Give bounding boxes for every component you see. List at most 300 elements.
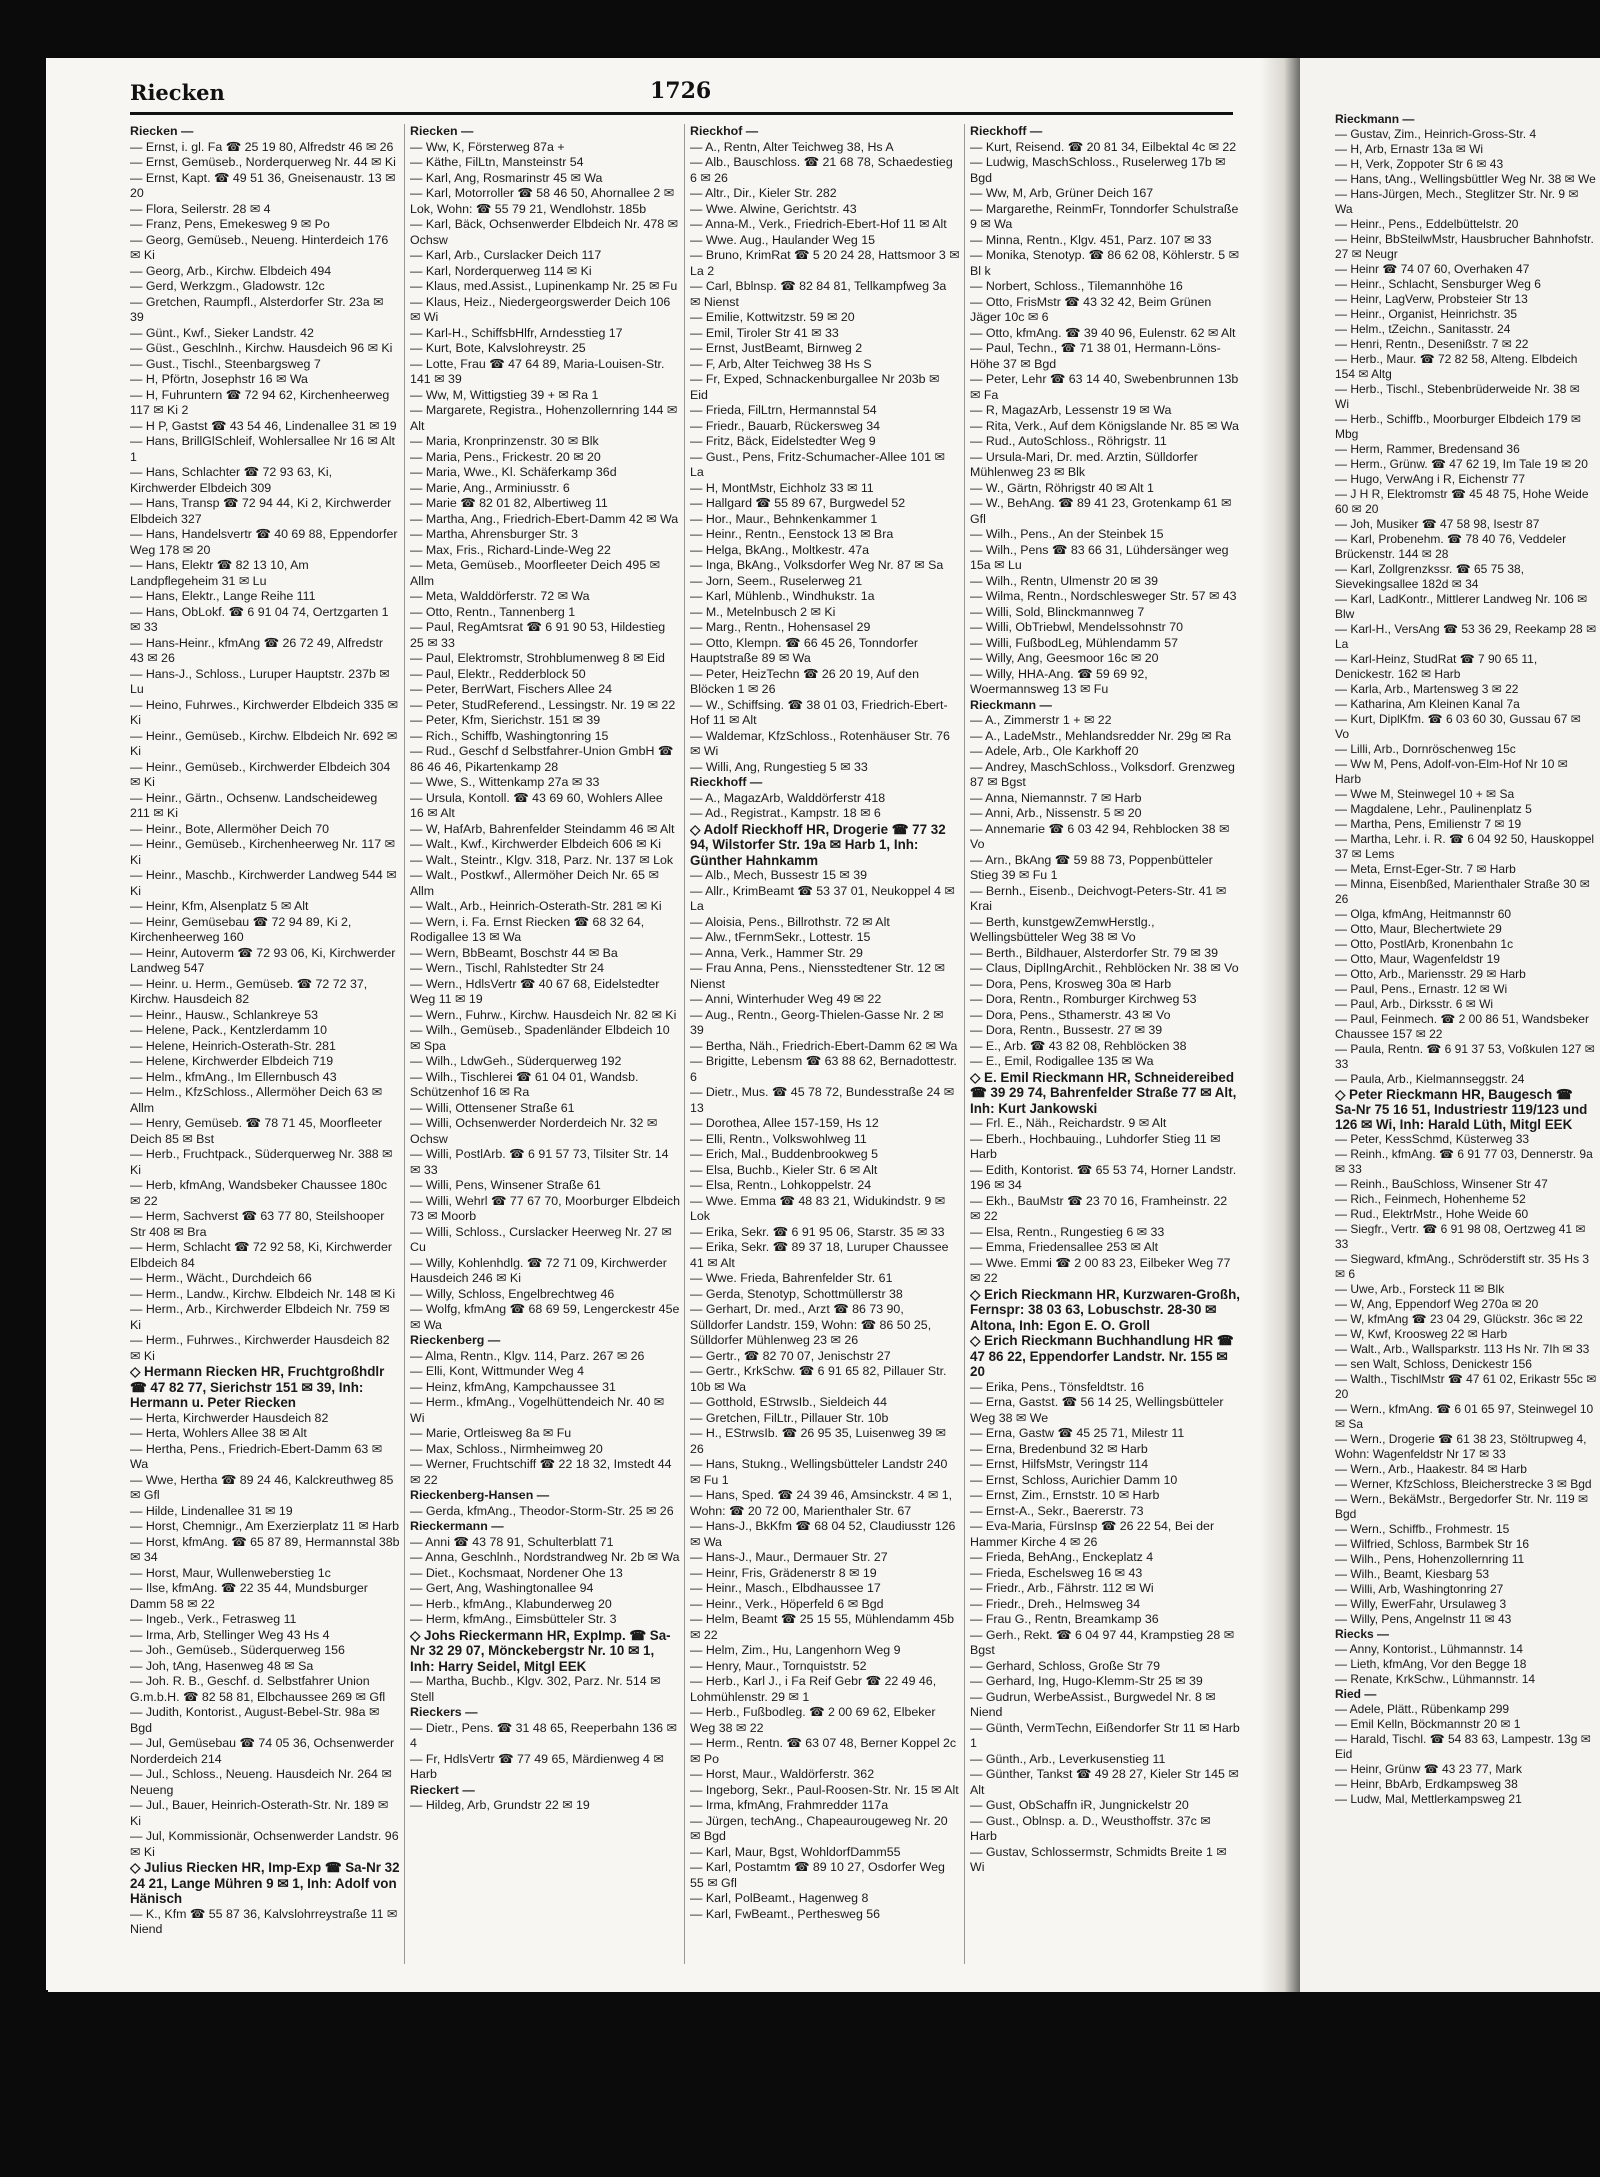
directory-entry: — Elli, Rentn., Volkswohlweg 11 xyxy=(690,1131,867,1146)
directory-entry: — Joh., Gemüseb., Süderquerweg 156 xyxy=(130,1643,345,1657)
directory-entry: — H, Pförtn, Josephstr 16 ✉ Wa xyxy=(130,372,308,386)
directory-entry: — Willi, Ang, Rungestieg 5 ✉ 33 xyxy=(690,759,868,774)
directory-entry: — H, Arb, Ernastr 13a ✉ Wi xyxy=(1335,142,1484,156)
directory-entry: — Wilma, Rentn., Nordschlesweger Str. 57 ✉ 43 xyxy=(970,589,1237,603)
directory-entry: — Martha, Buchb., Klgv. 302, Parz. Nr. 514 ✉ Stell xyxy=(410,1674,661,1704)
directory-entry: — Kurt, DiplKfm. ☎ 6 03 60 30, Gussau 67 ✉ Vo xyxy=(1335,712,1581,741)
directory-entry: — Karl, Norderquerweg 114 ✉ Ki xyxy=(410,263,592,278)
directory-entry: — Willy, Pens, Angelnstr 11 ✉ 43 xyxy=(1335,1612,1512,1626)
directory-entry: — Ernst, Gemüseb., Norderquerweg Nr. 44 ✉ Ki xyxy=(130,155,396,169)
directory-entry: — Alma, Rentn., Klgv. 114, Parz. 267 ✉ 26 xyxy=(410,1348,645,1363)
directory-entry: — Ludw, Mal, Mettlerkampsweg 21 xyxy=(1335,1792,1522,1806)
directory-entry: — Erna, Gastw ☎ 45 25 71, Milestr 11 xyxy=(970,1426,1185,1440)
column-divider xyxy=(964,124,965,1964)
scan-border-left xyxy=(0,0,46,2177)
directory-entry: — Ingeborg, Sekr., Paul-Roosen-Str. Nr. 15 ✉ Alt xyxy=(690,1782,959,1797)
directory-entry: Rieckermann — xyxy=(410,1519,504,1533)
directory-entry: — Wilh., Beamt, Kiesbarg 53 xyxy=(1335,1567,1490,1581)
directory-entry: — Dietr., Mus. ☎ 45 78 72, Bundesstraße 24 ✉ 13 xyxy=(690,1085,955,1115)
directory-entry: — Gustav, Schlossermstr, Schmidts Breite 1 ✉ Wi xyxy=(970,1844,1227,1874)
directory-entry: — H., EStrwsIb. ☎ 26 95 35, Luisenweg 39 ✉ 26 xyxy=(690,1426,946,1456)
directory-entry: — Herm., Landw., Kirchw. Elbdeich Nr. 148 ✉ Ki xyxy=(130,1286,396,1301)
directory-entry: — Ww, M, Wittigstieg 39 + ✉ Ra 1 xyxy=(410,387,599,402)
column-5-facing xyxy=(1335,112,1597,1952)
directory-entry: — W., Gärtn, Röhrigstr 40 ✉ Alt 1 xyxy=(970,480,1154,495)
directory-entry: — Reinh., BauSchloss, Winsener Str 47 xyxy=(1335,1177,1548,1191)
directory-entry: — Gerh., Rekt. ☎ 6 04 97 44, Krampstieg 28 ✉ Bgst xyxy=(970,1627,1235,1657)
directory-entry: — Emil, Tiroler Str 41 ✉ 33 xyxy=(690,325,839,340)
directory-entry: — Hans, ObLokf. ☎ 6 91 04 74, Oertzgarten 1 ✉ 33 xyxy=(130,604,389,634)
directory-entry: — Ilse, kfmAng. ☎ 22 35 44, Mundsburger Damm 58 ✉ 22 xyxy=(130,1581,368,1611)
directory-entry: — Heinr., Gemüseb., Kirchwerder Elbdeich 304 ✉ Ki xyxy=(130,759,391,789)
directory-entry: — Wilh., Rentn, Ulmenstr 20 ✉ 39 xyxy=(970,573,1159,588)
directory-entry: — Ingeb., Verk., Fetrasweg 11 xyxy=(130,1612,297,1626)
directory-entry: — Hans, Transp ☎ 72 94 44, Ki 2, Kirchwerder Elbdeich 327 xyxy=(130,496,392,526)
directory-entry: — Hertha, Pens., Friedrich-Ebert-Damm 63 ✉ Wa xyxy=(130,1441,383,1471)
directory-entry: — Siegfr., Vertr. ☎ 6 91 98 08, Oertzweg 41 ✉ 33 xyxy=(1335,1222,1586,1251)
directory-entry: — Marie ☎ 82 01 82, Albertiweg 11 xyxy=(410,496,608,510)
directory-entry: — Inga, BkAng., Volksdorfer Weg Nr. 87 ✉ Sa xyxy=(690,558,944,572)
directory-entry: — Ernst, i. gl. Fa ☎ 25 19 80, Alfredstr 46 ✉ 26 xyxy=(130,139,394,154)
directory-entry: — Herb., Tischl., Stebenbrüderweide Nr. 38 ✉ Wi xyxy=(1335,382,1580,411)
directory-entry: — Güst., Geschlnh., Kirchw. Hausdeich 96 ✉ Ki xyxy=(130,341,393,355)
directory-entry: — Heinr., Verk., Höperfeld 6 ✉ Bgd xyxy=(690,1596,884,1611)
directory-entry: — Olga, kfmAng, Heitmannstr 60 xyxy=(1335,907,1512,921)
page-number: 1726 xyxy=(650,78,712,104)
directory-entry: — J H R, Elektromstr ☎ 45 48 75, Hohe Weide 60 ✉ 20 xyxy=(1335,487,1589,516)
directory-entry: — Wern, BbBeamt, Boschstr 44 ✉ Ba xyxy=(410,945,618,960)
directory-entry: — Peter, BerrWart, Fischers Allee 24 xyxy=(410,682,612,696)
directory-entry: — Gretchen, Raumpfl., Alsterdorfer Str. 23a ✉ 39 xyxy=(130,294,384,324)
directory-entry: — Ernst, HilfsMstr, Veringstr 114 xyxy=(970,1457,1149,1471)
directory-entry: — Eva-Maria, FürsInsp ☎ 26 22 54, Bei der Hammer Kirche 4 ✉ 26 xyxy=(970,1519,1215,1549)
directory-entry: — Herb, kfmAng, Wandsbeker Chaussee 180c ✉ 22 xyxy=(130,1178,388,1208)
directory-entry: — Ursula-Mari, Dr. med. Arztin, Sülldorfer Mühlenweg 23 ✉ Blk xyxy=(970,449,1198,479)
directory-entry: — Heino, Fuhrwes., Kirchwerder Elbdeich 335 ✉ Ki xyxy=(130,697,398,727)
directory-entry: — Herb., Fußbodleg. ☎ 2 00 69 62, Elbeker Weg 38 ✉ 22 xyxy=(690,1705,936,1735)
directory-entry: — Karl, Zollgrenzkssr. ☎ 65 75 38, Sievekingsallee 182d ✉ 34 xyxy=(1335,562,1525,591)
directory-entry: — Hans-J., Schloss., Luruper Hauptstr. 237b ✉ Lu xyxy=(130,666,390,696)
directory-entry: — Willy, Kohlenhdlg. ☎ 72 71 09, Kirchwerder Hausdeich 246 ✉ Ki xyxy=(410,1255,667,1285)
directory-entry: — Heinr., Gemüseb., Kirchenheerweg Nr. 117 ✉ Ki xyxy=(130,837,395,867)
directory-entry: — Frieda, Eschelsweg 16 ✉ 43 xyxy=(970,1565,1143,1580)
directory-entry: — Wilh., LdwGeh., Süderquerweg 192 xyxy=(410,1054,622,1068)
directory-entry: — Herm, Schlacht ☎ 72 92 58, Ki, Kirchwerder Elbdeich 84 xyxy=(130,1240,392,1270)
directory-entry: — Gerhard, Ing, Hugo-Klemm-Str 25 ✉ 39 xyxy=(970,1674,1203,1688)
directory-entry: — Joh, Musiker ☎ 47 58 98, Isestr 87 xyxy=(1335,517,1540,531)
directory-entry: — Karl, Arb., Curslacker Deich 117 xyxy=(410,248,602,262)
directory-entry: — Heinr ☎ 74 07 60, Overhaken 47 xyxy=(1335,262,1530,276)
directory-entry: — Rud., ElektrMstr., Hohe Weide 60 xyxy=(1335,1207,1529,1221)
directory-entry: — Gust., Tischl., Steenbargsweg 7 xyxy=(130,356,321,371)
directory-entry: — A., Zimmerstr 1 + ✉ 22 xyxy=(970,713,1112,727)
directory-entry: — Wilh., Pens, Hohenzollernring 11 xyxy=(1335,1552,1525,1566)
directory-entry: — Hilde, Lindenallee 31 ✉ 19 xyxy=(130,1503,293,1518)
directory-entry: — Karl, Mühlenb., Windhukstr. 1a xyxy=(690,589,875,603)
directory-entry: — Dora, Pens., Sthamerstr. 43 ✉ Vo xyxy=(970,1007,1171,1022)
directory-entry: — Horst, kfmAng. ☎ 65 87 89, Hermannstal 38b ✉ 34 xyxy=(130,1534,400,1564)
directory-entry: — Wern., BekäMstr., Bergedorfer Str. Nr. 119 ✉ Bgd xyxy=(1335,1492,1589,1521)
directory-entry: — W, Ang, Eppendorf Weg 270a ✉ 20 xyxy=(1335,1297,1539,1311)
directory-entry: — Margarete, Registra., Hohenzollernring 144 ✉ Alt xyxy=(410,403,678,433)
directory-entry: — Lotte, Frau ☎ 47 64 89, Maria-Louisen-Str. 141 ✉ 39 xyxy=(410,356,665,386)
directory-entry: — Karl-H., SchiffsbHlfr, Arndesstieg 17 xyxy=(410,325,623,340)
directory-entry: — Edith, Kontorist. ☎ 65 53 74, Horner Landstr. 196 ✉ 34 xyxy=(970,1162,1237,1192)
directory-entry: — Günth, VermTechn, Eißendorfer Str 11 ✉ Harb 1 xyxy=(970,1720,1240,1750)
directory-entry: — Helene, Kirchwerder Elbdeich 719 xyxy=(130,1054,334,1068)
directory-entry: — Hildeg, Arb, Grundstr 22 ✉ 19 xyxy=(410,1798,590,1812)
directory-entry: — Jürgen, techAng., Chapeaurougeweg Nr. 20 ✉ Bgd xyxy=(690,1813,948,1843)
directory-entry: — Monika, Stenotyp. ☎ 86 62 08, Köhlerstr. 5 ✉ Bl k xyxy=(970,248,1239,278)
directory-entry: — Walt., Kwf., Kirchwerder Elbdeich 606 ✉ Ki xyxy=(410,837,661,851)
directory-entry: — Wern., Fuhrw., Kirchw. Hausdeich Nr. 82 ✉ Ki xyxy=(410,1007,677,1022)
directory-entry: — Heinr., Organist, Heinrichstr. 35 xyxy=(1335,307,1518,321)
directory-entry: — Wilfried, Schloss, Barmbek Str 16 xyxy=(1335,1537,1530,1551)
directory-entry: — Wwe, S., Wittenkamp 27a ✉ 33 xyxy=(410,775,600,789)
directory-entry: — Otto, Arb., Mariensstr. 29 ✉ Harb xyxy=(1335,967,1526,981)
directory-entry: — Alb., Mech, Bussestr 15 ✉ 39 xyxy=(690,868,868,882)
directory-entry: — Georg, Gemüseb., Neueng. Hinterdeich 176 ✉ Ki xyxy=(130,232,389,262)
directory-entry: — Karl, Maur, Bgst, WohldorfDamm55 xyxy=(690,1844,901,1859)
directory-entry: — Peter, Lehr ☎ 63 14 40, Swebenbrunnen 13b ✉ Fa xyxy=(970,372,1239,402)
directory-entry: — Ww, K, Försterweg 87a + xyxy=(410,139,565,154)
directory-entry: — Anna, Verk., Hammer Str. 29 xyxy=(690,945,863,960)
directory-entry: Rieckmann — xyxy=(1335,112,1415,126)
directory-entry: — Rita, Verk., Auf dem Königslande Nr. 85 ✉ Wa xyxy=(970,418,1239,433)
directory-entry: — Willi, Ottensener Straße 61 xyxy=(410,1100,575,1115)
directory-entry: — Henri, Rentn., Desenißstr. 7 ✉ 22 xyxy=(1335,337,1529,351)
directory-entry: — Heinr., Gemüseb., Kirchw. Elbdeich Nr. 692 ✉ Ki xyxy=(130,728,398,758)
directory-entry: — Helga, BkAng., Moltkestr. 47a xyxy=(690,542,870,557)
directory-entry: — Paul, Elektr., Redderblock 50 xyxy=(410,666,586,681)
directory-entry: — Otto, Rentn., Tannenberg 1 xyxy=(410,604,576,619)
directory-entry: — Willi, Sold, Blinckmannweg 7 xyxy=(970,604,1145,619)
directory-entry: — Dora, Pens, Krosweg 30a ✉ Harb xyxy=(970,976,1172,991)
directory-entry: — Uwe, Arb., Forsteck 11 ✉ Blk xyxy=(1335,1282,1505,1296)
scan-border-top xyxy=(0,0,1600,58)
directory-entry: — Peter, KessSchmd, Küsterweg 33 xyxy=(1335,1132,1530,1146)
directory-entry: — Paula, Arb., Kielmannseggstr. 24 xyxy=(1335,1072,1525,1086)
directory-entry: — A., Rentn, Alter Teichweg 38, Hs A xyxy=(690,139,894,154)
directory-entry: Rieckenberg — xyxy=(410,1333,501,1347)
directory-entry: — Kurt, Reisend. ☎ 20 81 34, Eilbektal 4c ✉ 22 xyxy=(970,139,1237,154)
directory-entry: — Emilie, Kottwitzstr. 59 ✉ 20 xyxy=(690,310,855,324)
directory-entry: — Gerd, Werkzgm., Gladowstr. 12c xyxy=(130,279,325,293)
directory-entry: — H, MontMstr, Eichholz 33 ✉ 11 xyxy=(690,480,874,495)
directory-entry: — W., BehAng. ☎ 89 41 23, Grotenkamp 61 ✉ Gfl xyxy=(970,496,1232,526)
directory-entry: — Frau G., Rentn, Breamkamp 36 xyxy=(970,1612,1159,1626)
directory-entry: — H, Verk, Zoppoter Str 6 ✉ 43 xyxy=(1335,157,1504,171)
directory-entry: — Hans, Handelsvertr ☎ 40 69 88, Eppendorfer Weg 178 ✉ 20 xyxy=(130,527,398,557)
directory-entry: — Maria, Pens., Frickestr. 20 ✉ 20 xyxy=(410,449,601,464)
directory-entry: — Max, Schloss., Nirmheimweg 20 xyxy=(410,1441,603,1456)
directory-entry: — Klaus, Heiz., Niedergeorgswerder Deich 106 ✉ Wi xyxy=(410,294,671,324)
directory-entry: — Frl. E., Näh., Reichardstr. 9 ✉ Alt xyxy=(970,1116,1167,1130)
directory-entry: — Wilh., Pens., An der Steinbek 15 xyxy=(970,527,1164,541)
directory-entry: — Elli, Kont, Wittmunder Weg 4 xyxy=(410,1364,584,1378)
directory-entry: — Minna, Eisenbßed, Marienthaler Straße 30 ✉ 26 xyxy=(1335,877,1590,906)
directory-entry: — Fr, Exped, Schnackenburgallee Nr 203b ✉ Eid xyxy=(690,372,940,402)
directory-entry: — Joh, tAng, Hasenweg 48 ✉ Sa xyxy=(130,1658,314,1673)
directory-entry: — Walt., Arb., Wallsparkstr. 113 Hs Nr. 7Ih ✉ 33 xyxy=(1335,1342,1590,1356)
directory-entry: — Marie, Ang., Arminiusstr. 6 xyxy=(410,480,570,495)
directory-entry: — Willi, Pens, Winsener Straße 61 xyxy=(410,1178,601,1192)
directory-entry: — Heinr, Kfm, Alsenplatz 5 ✉ Alt xyxy=(130,899,309,913)
directory-entry: — Ekh., BauMstr ☎ 23 70 16, Framheinstr. 22 ✉ 22 xyxy=(970,1193,1228,1223)
directory-entry: — Rud., AutoSchloss., Röhrigstr. 11 xyxy=(970,434,1167,448)
directory-entry: — Annemarie ☎ 6 03 42 94, Rehblocken 38 ✉ Vo xyxy=(970,821,1230,851)
directory-entry: — Eberh., Hochbauing., Luhdorfer Stieg 11 ✉ Harb xyxy=(970,1131,1221,1161)
directory-entry: ◇ Erich Rieckmann Buchhandlung HR ☎ 47 86 22, Eppendorfer Landstr. Nr. 155 ✉ 20 xyxy=(970,1333,1234,1379)
directory-entry: — Horst, Chemnigr., Am Exerzierplatz 11 ✉ Harb xyxy=(130,1519,400,1533)
directory-entry: — Ww M, Pens, Adolf-von-Elm-Hof Nr 10 ✉ Harb xyxy=(1335,757,1568,786)
directory-entry: — Flora, Seilerstr. 28 ✉ 4 xyxy=(130,201,271,216)
directory-entry: — Alw., tFernmSekr., Lottestr. 15 xyxy=(690,930,871,944)
directory-entry: — F, Arb, Alter Teichweg 38 Hs S xyxy=(690,356,872,371)
directory-entry: — Jul., Schloss., Neueng. Hausdeich Nr. 264 ✉ Neueng xyxy=(130,1767,392,1797)
directory-entry: — Kurt, Bote, Kalvslohreystr. 25 xyxy=(410,341,586,355)
directory-entry: — Wern., Tischl, Rahlstedter Str 24 xyxy=(410,961,604,975)
directory-entry: — Max, Fris., Richard-Linde-Weg 22 xyxy=(410,542,611,557)
directory-entry: — Elsa, Rentn., Lohkoppelstr. 24 xyxy=(690,1178,872,1192)
directory-entry: — Walt., Postkwf., Allermöher Deich Nr. 65 ✉ Allm xyxy=(410,868,659,898)
directory-entry: — Herta, Kirchwerder Hausdeich 82 xyxy=(130,1410,329,1425)
directory-entry: — Meta, Gemüseb., Moorfleeter Deich 495 ✉ Allm xyxy=(410,558,661,588)
directory-entry: — W, kfmAng ☎ 23 04 29, Glückstr. 36c ✉ 22 xyxy=(1335,1312,1583,1326)
directory-entry: — Ad., Registrat., Kampstr. 18 ✉ 6 xyxy=(690,806,881,820)
directory-entry: — Arn., BkAng ☎ 59 88 73, Poppenbütteler Stieg 39 ✉ Fu 1 xyxy=(970,852,1213,882)
directory-entry: — Fr, HdlsVertr ☎ 77 49 65, Märdienweg 4 ✉ Harb xyxy=(410,1751,664,1781)
directory-entry: — Emma, Friedensallee 253 ✉ Alt xyxy=(970,1240,1159,1254)
directory-entry: — Willi, Schloss., Curslacker Heerweg Nr. 27 ✉ Cu xyxy=(410,1224,672,1254)
directory-entry: — Jul, Gemüsebau ☎ 74 05 36, Ochsenwerder Norderdeich 214 xyxy=(130,1736,395,1766)
directory-entry: — Dora, Rentn., Bussestr. 27 ✉ 39 xyxy=(970,1023,1163,1037)
directory-entry: — Heinr., Rentn., Eenstock 13 ✉ Bra xyxy=(690,527,894,541)
directory-entry: — Herb., kfmAng., Klabunderweg 20 xyxy=(410,1596,612,1611)
directory-entry: — Fritz, Bäck, Eidelstedter Weg 9 xyxy=(690,434,876,448)
directory-entry: — Paul, Pens., Ernastr. 12 ✉ Wi xyxy=(1335,982,1508,996)
scan-border-bottom xyxy=(0,1990,1600,2177)
directory-entry: — Heinr, Fris, Grädenerstr 8 ✉ 19 xyxy=(690,1565,877,1580)
directory-entry: — Helene, Pack., Kentzlerdamm 10 xyxy=(130,1023,327,1037)
directory-entry: — Ursula, Kontoll. ☎ 43 69 60, Wohlers Allee 16 ✉ Alt xyxy=(410,790,663,820)
directory-entry: — Elsa, Rentn., Rungestieg 6 ✉ 33 xyxy=(970,1224,1165,1239)
directory-entry: — Heinr., Masch., Elbdhaussee 17 xyxy=(690,1581,881,1595)
directory-entry: — Herm., Arb., Kirchwerder Elbdeich Nr. 759 ✉ Ki xyxy=(130,1302,390,1332)
directory-entry: — Karl, Ang, Rosmarinstr 45 ✉ Wa xyxy=(410,170,603,185)
directory-entry: — Wwe M, Steinwegel 10 + ✉ Sa xyxy=(1335,787,1515,801)
directory-entry: — Maria, Kronprinzenstr. 30 ✉ Blk xyxy=(410,434,599,448)
directory-entry: — Anna, Geschlnh., Nordstrandweg Nr. 2b ✉ Wa xyxy=(410,1550,680,1564)
directory-entry: — Diet., Kochsmaat, Nordener Ohe 13 xyxy=(410,1565,623,1580)
directory-entry: — Otto, Maur, Blechertwiete 29 xyxy=(1335,922,1502,936)
directory-entry: — Herm, Rammer, Bredensand 36 xyxy=(1335,442,1520,456)
directory-entry: — Ww, M, Arb, Grüner Deich 167 xyxy=(970,186,1154,200)
directory-entry: — Marie, Ortleisweg 8a ✉ Fu xyxy=(410,1426,572,1440)
directory-entry: — Günt., Kwf., Sieker Landstr. 42 xyxy=(130,325,314,340)
directory-entry: — Judith, Kontorist., August-Bebel-Str. 98a ✉ Bgd xyxy=(130,1705,380,1735)
directory-entry: — Paul, Arb., Dirksstr. 6 ✉ Wi xyxy=(1335,997,1494,1011)
directory-entry: — Gertr., KrkSchw. ☎ 6 91 65 82, Pillauer Str. 10b ✉ Wa xyxy=(690,1364,947,1394)
directory-entry: — Gretchen, FilLtr., Pillauer Str. 10b xyxy=(690,1410,889,1425)
directory-entry: — Heinr. u. Herm., Gemüseb. ☎ 72 72 37, Kirchw. Hausdeich 82 xyxy=(130,976,368,1006)
directory-entry: — Horst, Maur, Wullenweberstieg 1c xyxy=(130,1565,331,1580)
directory-entry: — Heinr, Grünw ☎ 43 23 77, Mark xyxy=(1335,1762,1523,1776)
directory-entry: — Wern., HdlsVertr ☎ 40 67 68, Eidelstedter Weg 11 ✉ 19 xyxy=(410,976,660,1006)
directory-entry: ◇ Julius Riecken HR, Imp-Exp ☎ Sa-Nr 32 24 21, Lange Mühren 9 ✉ 1, Inh: Adolf von Hänisch xyxy=(130,1860,400,1906)
column-4 xyxy=(970,124,1240,1964)
directory-entry: — Anni, Winterhuder Weg 49 ✉ 22 xyxy=(690,992,882,1006)
directory-entry: — Lieth, kfmAng, Vor den Begge 18 xyxy=(1335,1657,1527,1671)
directory-entry: Rieckert — xyxy=(410,1782,475,1797)
directory-entry: — Reinh., kfmAng. ☎ 6 91 77 03, Dennerstr. 9a ✉ 33 xyxy=(1335,1147,1593,1176)
directory-entry: — Herm., Wächt., Durchdeich 66 xyxy=(130,1271,312,1285)
directory-entry: Ried — xyxy=(1335,1687,1377,1701)
directory-entry: — Joh. R. B., Geschf. d. Selbstfahrer Union G.m.b.H. ☎ 82 58 81, Elbchaussee 269 ✉ Gfl xyxy=(130,1674,386,1704)
directory-entry: — Friedr., Arb., Fährstr. 112 ✉ Wi xyxy=(970,1581,1154,1595)
directory-entry: — Herm., Rentn. ☎ 63 07 48, Berner Koppel 2c ✉ Po xyxy=(690,1736,957,1766)
directory-entry: — Hans, Sped. ☎ 24 39 46, Amsinckstr. 4 ✉ 1, Wohn: ☎ 20 72 00, Marienthaler Str. 67 xyxy=(690,1488,953,1518)
directory-entry: — Karl, Motorroller ☎ 58 46 50, Ahornallee 2 ✉ Lok, Wohn: ☎ 55 79 21, Wendlohstr. 185b xyxy=(410,186,675,216)
directory-entry: — Paul, Techn., ☎ 71 38 01, Hermann-Löns-Höhe 37 ✉ Bgd xyxy=(970,341,1221,371)
directory-entry: — Hans-J., BkKfm ☎ 68 04 52, Claudiusstr 126 ✉ Wa xyxy=(690,1519,956,1549)
directory-entry: — Wwe, Hertha ☎ 89 24 46, Kalckreuthweg 85 ✉ Gfl xyxy=(130,1472,394,1502)
directory-entry: Rieckhof — xyxy=(690,124,759,138)
directory-entry: — Walt., Arb., Heinrich-Osterath-Str. 281 ✉ Ki xyxy=(410,899,662,913)
directory-entry: — Günther, Tankst ☎ 49 28 27, Kieler Str 145 ✉ Alt xyxy=(970,1767,1239,1797)
directory-entry: Riecken — xyxy=(130,124,194,138)
directory-entry: — Hans-Jürgen, Mech., Steglitzer Str. Nr. 9 ✉ Wa xyxy=(1335,187,1579,216)
directory-entry: — Wwe. Emma ☎ 48 83 21, Widukindstr. 9 ✉ Lok xyxy=(690,1193,946,1223)
directory-entry: — Anni, Arb., Nissenstr. 5 ✉ 20 xyxy=(970,806,1142,820)
directory-entry: — Ernst, JustBeamt, Birnweg 2 xyxy=(690,341,863,355)
directory-entry: — Meta, Ernst-Eger-Str. 7 ✉ Harb xyxy=(1335,862,1516,876)
directory-entry: — Gerda, Stenotyp, Schottmüllerstr 38 xyxy=(690,1286,903,1301)
directory-entry: — Ernst, Kapt. ☎ 49 51 36, Gneisenaustr. 13 ✉ 20 xyxy=(130,170,396,200)
directory-entry: Rieckmann — xyxy=(970,697,1052,712)
directory-entry: — Erika, Sekr. ☎ 6 91 95 06, Starstr. 35 ✉ 33 xyxy=(690,1224,945,1239)
directory-entry: — R, MagazArb, Lessenstr 19 ✉ Wa xyxy=(970,403,1172,417)
directory-entry: — Hans-J., Maur., Dermauer Str. 27 xyxy=(690,1550,888,1564)
directory-entry: — Carl, Bblnsp. ☎ 82 84 81, Tellkampfweg 3a ✉ Nienst xyxy=(690,279,947,309)
directory-entry: — Jul., Bauer, Heinrich-Osterath-Str. Nr. 189 ✉ Ki xyxy=(130,1798,389,1828)
directory-entry: — Paul, RegAmtsrat ☎ 6 91 90 53, Hildestieg 25 ✉ 33 xyxy=(410,620,666,650)
directory-entry: — Bruno, KrimRat ☎ 5 20 24 28, Hattsmoor 3 ✉ La 2 xyxy=(690,248,960,278)
directory-entry: — Peter, HeizTechn ☎ 26 20 19, Auf den Blöcken 1 ✉ 26 xyxy=(690,666,919,696)
directory-entry: — Herm., Grünw. ☎ 47 62 19, Im Tale 19 ✉ 20 xyxy=(1335,457,1588,471)
directory-entry: — W., Schiffsing. ☎ 38 01 03, Friedrich-Ebert-Hof 11 ✉ Alt xyxy=(690,697,948,727)
directory-entry: — Georg, Arb., Kirchw. Elbdeich 494 xyxy=(130,263,332,278)
directory-entry: — Henry, Gemüseb. ☎ 78 71 45, Moorfleeter Deich 85 ✉ Bst xyxy=(130,1116,383,1146)
directory-entry: — Käthe, FilLtn, Mansteinstr 54 xyxy=(410,155,584,169)
directory-entry: — Katharina, Am Kleinen Kanal 7a xyxy=(1335,697,1520,711)
directory-entry: — Wwe. Frieda, Bahrenfelder Str. 61 xyxy=(690,1271,893,1285)
directory-entry: — Willi, Ochsenwerder Norderdeich Nr. 32 ✉ Ochsw xyxy=(410,1116,658,1146)
directory-entry: — Anna, Niemannstr. 7 ✉ Harb xyxy=(970,790,1142,805)
directory-entry: — Lilli, Arb., Dornröschenweg 15c xyxy=(1335,742,1516,756)
directory-entry: — Wilh., Tischlerei ☎ 61 04 01, Wandsb. Schützenhof 16 ✉ Ra xyxy=(410,1069,639,1099)
directory-entry: — Waldemar, KfzSchloss., Rotenhäuser Str. 76 ✉ Wi xyxy=(690,728,950,758)
directory-entry: — Willi, ObTriebwl, Mendelssohnstr 70 xyxy=(970,620,1184,634)
directory-entry: — Horst, Maur., Waldörferstr. 362 xyxy=(690,1767,875,1781)
directory-entry: — A., MagazArb, Walddörferstr 418 xyxy=(690,790,886,805)
directory-entry: — Franz, Pens, Emekesweg 9 ✉ Po xyxy=(130,217,330,231)
directory-entry: — Henry, Maur., Tornquiststr. 52 xyxy=(690,1658,867,1673)
directory-entry: — Ernst, Schloss, Aurichier Damm 10 xyxy=(970,1472,1178,1487)
directory-entry: — Elsa, Buchb., Kieler Str. 6 ✉ Alt xyxy=(690,1162,878,1177)
directory-entry: — Hallgard ☎ 55 89 67, Burgwedel 52 xyxy=(690,496,906,510)
directory-entry: — Erna, Gastst. ☎ 56 14 25, Wellingsbütteler Weg 38 ✉ We xyxy=(970,1395,1224,1425)
directory-entry: — Herm., kfmAng., Vogelhüttendeich Nr. 40 ✉ Wi xyxy=(410,1395,665,1425)
directory-entry: — Hans, Schlachter ☎ 72 93 63, Ki, Kirchwerder Elbdeich 309 xyxy=(130,465,333,495)
directory-entry: — Heinr., Gärtn., Ochsenw. Landscheideweg 211 ✉ Ki xyxy=(130,790,378,820)
directory-entry: — Herm, Sachverst ☎ 63 77 80, Steilshooper Str 408 ✉ Bra xyxy=(130,1209,385,1239)
directory-entry: — Helm., tZeichn., Sanitasstr. 24 xyxy=(1335,322,1511,336)
directory-entry: — Adele, Plätt., Rübenkamp 299 xyxy=(1335,1702,1510,1716)
directory-entry: — Karl, PolBeamt., Hagenweg 8 xyxy=(690,1891,869,1905)
directory-entry: ◇ Hermann Riecken HR, Fruchtgroßhdlr ☎ 47 82 77, Sierichstr 151 ✉ 39, Inh: Hermann u. Peter Riecken xyxy=(130,1364,385,1410)
directory-entry: — Martha, Ang., Friedrich-Ebert-Damm 42 ✉ Wa xyxy=(410,511,679,526)
directory-entry: — Günth., Arb., Leverkusenstieg 11 xyxy=(970,1751,1166,1766)
directory-entry: — Martha, Lehr. i. R. ☎ 6 04 92 50, Hauskoppel 37 ✉ Lems xyxy=(1335,832,1595,861)
directory-entry: — Wern., kfmAng. ☎ 6 01 65 97, Steinwegel 10 ✉ Sa xyxy=(1335,1402,1594,1431)
directory-entry: — Gerhart, Dr. med., Arzt ☎ 86 73 90, Sülldorfer Landstr. 159, Wohn: ☎ 86 50 25, Sülldorfer Mühlenweg 23 ✉ 26 xyxy=(690,1302,932,1347)
directory-entry: — Dorothea, Allee 157-159, Hs 12 xyxy=(690,1116,879,1130)
directory-entry: — Herm., Fuhrwes., Kirchwerder Hausdeich 82 ✉ Ki xyxy=(130,1333,390,1363)
directory-entry: — W, HafArb, Bahrenfelder Steindamm 46 ✉ Alt xyxy=(410,821,675,836)
directory-entry: — Rud., Geschf d Selbstfahrer-Union GmbH ☎ 86 46 46, Pikartenkamp 28 xyxy=(410,744,674,774)
directory-entry: — Ernst-A., Sekr., Baererstr. 73 xyxy=(970,1503,1144,1518)
directory-entry: — Willi, PostlArb. ☎ 6 91 57 73, Tilsiter Str. 14 ✉ 33 xyxy=(410,1147,669,1177)
directory-entry: — Aloisia, Pens., Billrothstr. 72 ✉ Alt xyxy=(690,914,890,929)
directory-entry: — Otto, PostlArb, Kronenbahn 1c xyxy=(1335,937,1514,951)
directory-entry: — Heinr, LagVerw, Probsteier Str 13 xyxy=(1335,292,1528,306)
directory-entry: — Emil Kelln, Böckmannstr 20 ✉ 1 xyxy=(1335,1717,1521,1731)
directory-entry: — Heinr., Schlacht, Sensburger Weg 6 xyxy=(1335,277,1541,291)
directory-entry: — Allr., KrimBeamt ☎ 53 37 01, Neukoppel 4 ✉ La xyxy=(690,883,955,913)
directory-entry: — Marg., Rentn., Hohensasel 29 xyxy=(690,620,871,634)
directory-entry: — Gudrun, WerbeAssist., Burgwedel Nr. 8 ✉ Niend xyxy=(970,1689,1216,1719)
column-divider xyxy=(684,124,685,1964)
directory-entry: — Adele, Arb., Ole Karkhoff 20 xyxy=(970,744,1139,758)
directory-entry: — Martha, Pens, Emilienstr 7 ✉ 19 xyxy=(1335,817,1522,831)
directory-entry: — Otto, FrisMstr ☎ 43 32 42, Beim Grünen Jäger 10c ✉ 6 xyxy=(970,294,1212,324)
column-2 xyxy=(410,124,680,1964)
directory-entry: — Heinr, BbArb, Erdkampsweg 38 xyxy=(1335,1777,1518,1791)
directory-entry: ◇ Erich Rieckmann HR, Kurzwaren-Großh, Fernspr: 38 03 63, Lobuschstr. 28-30 ✉ Altona, Inh: Egon E. O. Groll xyxy=(970,1286,1240,1333)
directory-entry: — Gerhard, Schloss, Große Str 79 xyxy=(970,1658,1161,1673)
directory-entry: — Gertr., ☎ 82 70 07, Jenischstr 27 xyxy=(690,1348,891,1363)
directory-entry: — Peter, Kfm, Sierichstr. 151 ✉ 39 xyxy=(410,713,601,727)
directory-entry: — Paula, Rentn. ☎ 6 91 37 53, Voßkulen 127 ✉ 33 xyxy=(1335,1042,1595,1071)
directory-entry: — Jul, Kommissionär, Ochsenwerder Landstr. 96 ✉ Ki xyxy=(130,1829,399,1859)
directory-entry: — Heinr., Maschb., Kirchwerder Landweg 544 ✉ Ki xyxy=(130,868,397,898)
directory-entry: — E., Arb. ☎ 43 82 08, Rehblöcken 38 xyxy=(970,1038,1187,1053)
directory-entry: — M., Metelnbusch 2 ✉ Ki xyxy=(690,604,836,619)
directory-entry: — Paul, Elektromstr, Strohblumenweg 8 ✉ Eid xyxy=(410,651,665,665)
directory-entry: — Aug., Rentn., Georg-Thielen-Gasse Nr. 2 ✉ 39 xyxy=(690,1007,944,1037)
directory-entry: — Berth., Bildhauer, Alsterdorfer Str. 79 ✉ 39 xyxy=(970,945,1218,960)
page-gutter xyxy=(1260,58,1300,1992)
directory-entry: — Otto, Maur, Wagenfeldstr 19 xyxy=(1335,952,1500,966)
column-1 xyxy=(130,124,400,1964)
directory-entry: — Martha, Ahrensburger Str. 3 xyxy=(410,527,579,541)
directory-entry: — Wern., Drogerie ☎ 61 38 23, Stöltrupweg 4, Wohn: Wagenfeldstr Nr 17 ✉ 33 xyxy=(1335,1432,1587,1461)
directory-entry: ◇ Johs Rieckermann HR, ExpImp. ☎ Sa-Nr 32 29 07, Mönckebergstr Nr. 10 ✉ 1, Inh: Harry Seidel, Mitgl EEK xyxy=(410,1627,671,1674)
directory-entry: — Karl-H., VersAng ☎ 53 36 29, Reekamp 28 ✉ La xyxy=(1335,622,1597,651)
directory-entry: — Heinr, Gemüsebau ☎ 72 94 89, Ki 2, Kirchenheerweg 160 xyxy=(130,914,352,944)
directory-entry: — Karl, LadKontr., Mittlerer Landweg Nr. 106 ✉ Blw xyxy=(1335,592,1588,621)
